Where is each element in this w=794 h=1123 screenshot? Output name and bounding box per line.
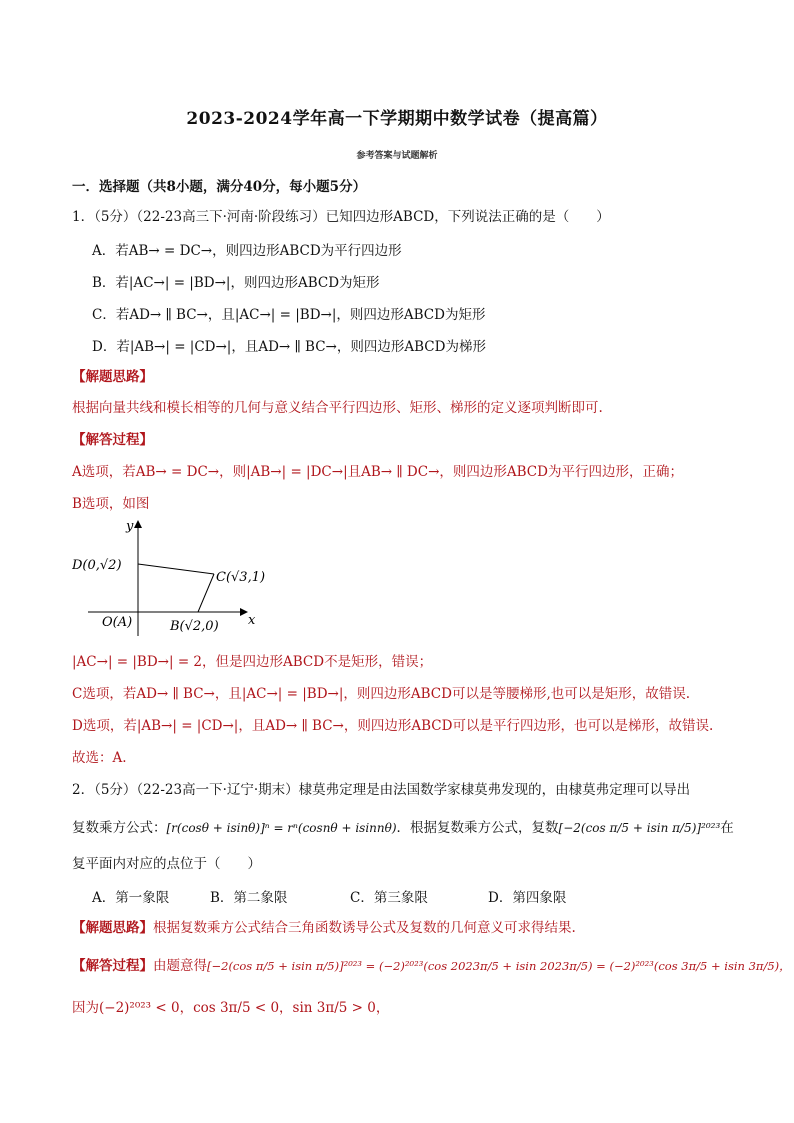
q2-stem-line2 <box>72 818 734 838</box>
x-axis-arrow <box>240 608 248 616</box>
q1-option-c: C．若AD→ ∥ BC→，且|AC→| = |BD→|，则四边形ABCD为矩形 <box>92 307 486 323</box>
q2-stem-text-b: ．根据复数乘方公式，复数 <box>396 820 559 836</box>
page-subtitle: 参考答案与试题解析 <box>356 151 438 161</box>
q2-process-label: 【解答过程】 <box>72 958 153 974</box>
page-title: 2023-2024学年高一下学期期中数学试卷（提高篇） <box>186 109 608 129</box>
q1-process-b: B选项，如图 <box>72 496 150 512</box>
point-c-label: C(√3,1) <box>216 570 266 585</box>
q1-stem: 1．（5分）（22-23高三下·河南·阶段练习）已知四边形ABCD，下列说法正确的是（ ） <box>72 209 610 225</box>
q2-option-a: A．第一象限 <box>92 890 170 906</box>
q2-idea-line <box>72 918 576 938</box>
point-o-label: O(A) <box>102 615 133 630</box>
y-axis-arrow <box>134 520 142 528</box>
section-heading: 一．选择题（共8小题，满分40分，每小题5分） <box>72 179 367 195</box>
q1-process-label: 【解答过程】 <box>72 432 153 448</box>
q2-option-b: B．第二象限 <box>210 890 288 906</box>
q1-answer: 故选：A. <box>72 750 127 766</box>
q2-idea-label: 【解题思路】 <box>72 920 153 936</box>
q2-process-line2: 因为(−2)²⁰²³ < 0，cos 3π/5 < 0，sin 3π/5 > 0， <box>72 1000 390 1016</box>
point-d-label: D(0,√2) <box>72 558 122 573</box>
point-b-label: B(√2,0) <box>170 619 219 634</box>
edge-dc <box>138 564 214 574</box>
q2-option-d: D．第四象限 <box>488 890 567 906</box>
q2-process-formula: [−2(cos π/5 + isin π/5)]²⁰²³ = (−2)²⁰²³(cos 2023π/5 + isin 2023π/5) = (−2)²⁰²³(cos 3π/5 + isin 3π/5)， <box>207 959 791 973</box>
q1-process-c: C选项，若AD→ ∥ BC→，且|AC→| = |BD→|，则四边形ABCD可以是等腰梯形,也可以是矩形，故错误. <box>72 686 691 702</box>
q2-idea-text: 根据复数乘方公式结合三角函数诱导公式及复数的几何意义可求得结果. <box>153 920 576 936</box>
q2-stem-text-a: 复数乘方公式： <box>72 820 167 836</box>
q1-process-a: A选项，若AB→ = DC→，则|AB→| = |DC→|且AB→ ∥ DC→，则四边形ABCD为平行四边形，正确； <box>72 464 683 480</box>
q2-stem-text-d: 在 <box>720 820 734 836</box>
q2-process-line1 <box>72 956 791 976</box>
q2-option-c: C．第三象限 <box>350 890 428 906</box>
edge-cb <box>198 574 214 612</box>
q1-idea-text: 根据向量共线和模长相等的几何与意义结合平行四边形、矩形、梯形的定义逐项判断即可. <box>72 400 603 416</box>
q1-process-b2: |AC→| = |BD→| = 2，但是四边形ABCD不是矩形，错误； <box>72 654 433 670</box>
x-axis-label: x <box>248 613 256 628</box>
q1-idea-label: 【解题思路】 <box>72 369 153 385</box>
q1-option-a: A．若AB→ = DC→，则四边形ABCD为平行四边形 <box>92 243 402 259</box>
q2-complex-number: [−2(cos π/5 + isin π/5)]²⁰²³ <box>558 821 721 835</box>
q2-process-text-a: 由题意得 <box>153 958 207 974</box>
y-axis-label: y <box>126 519 134 534</box>
q1-process-d: D选项，若|AB→| = |CD→|，且AD→ ∥ BC→，则四边形ABCD可以是平行四边形，也可以是梯形，故错误. <box>72 718 714 734</box>
quadrilateral-figure <box>72 516 282 640</box>
q1-option-b: B．若|AC→| = |BD→|，则四边形ABCD为矩形 <box>92 275 380 291</box>
q1-option-d: D．若|AB→| = |CD→|，且AD→ ∥ BC→，则四边形ABCD为梯形 <box>92 339 486 355</box>
q2-stem-line1: 2．（5分）（22-23高一下·辽宁·期末）棣莫弗定理是由法国数学家棣莫弗发现的，由棣莫弗定理可以导出 <box>72 782 691 798</box>
q2-stem-line3: 复平面内对应的点位于（ ） <box>72 856 261 872</box>
q2-demoivre-formula: [r(cosθ + isinθ)]ⁿ = rⁿ(cosnθ + isinnθ) <box>166 821 397 835</box>
